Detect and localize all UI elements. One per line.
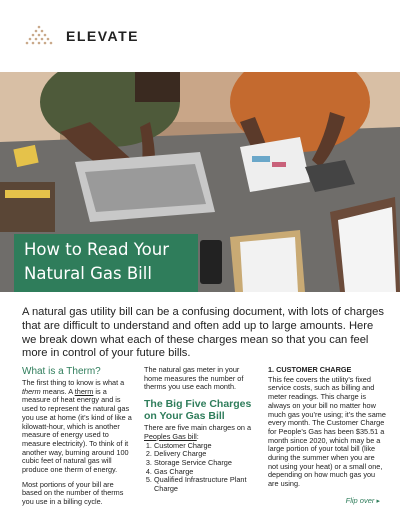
therm-paragraph-1: The first thing to know is what a therm means. A therm is a measure of heat energy and is used to represent the natural gas you use at home (it’s kind of like a kilowatt-hour, which is another measure of energy used to measure electricity). To think of it another way, burning around 100 cubic feet of natural gas will produce one therm of energy. bbox=[22, 378, 132, 475]
peoples-gas-bill-link[interactable]: Peoples Gas bill bbox=[144, 431, 197, 441]
customer-charge-text: This fee covers the utility’s fixed service costs, such as billing and meter readings. This charge is always on your bill no matter how much gas you’re using; it’s the same every month. The Customer Charge for People’s Gas has been $35.51 a month since 2020, which may be a large portion of your total bill (like during the summer when you are not using your heat) or a small one, depending on how much gas you are using. bbox=[268, 374, 386, 489]
header bbox=[0, 0, 400, 72]
page-title-line-2: Natural Gas Bill bbox=[24, 264, 152, 283]
list-item: 3. Storage Service Charge bbox=[154, 459, 256, 468]
list-item: 2. Delivery Charge bbox=[154, 450, 256, 459]
column-customer-charge bbox=[268, 366, 386, 495]
title-banner bbox=[14, 234, 198, 292]
charges-list bbox=[154, 442, 256, 494]
list-item: 4. Gas Charge bbox=[154, 468, 256, 477]
list-item: 5. Qualified Infrastructure Plant Charge bbox=[154, 476, 256, 493]
column-therm bbox=[22, 366, 132, 513]
intro-paragraph: A natural gas utility bill can be a confusing document, with lots of charges that are difficult to understand and often add up to large amounts. Here we break down what each of these charges mean so that you can feel more in control of your future bills. bbox=[22, 306, 384, 360]
charges-heading: The Big Five Charges on Your Gas Bill bbox=[144, 398, 252, 423]
triangle-dots-icon bbox=[22, 24, 56, 48]
list-item: 1. Customer Charge bbox=[154, 442, 256, 451]
therm-paragraph-2: Most portions of your bill are based on the number of therms you use in a billing cycle. bbox=[22, 479, 124, 507]
therm-heading: What is a Therm? bbox=[22, 366, 101, 377]
customer-charge-heading: 1. CUSTOMER CHARGE bbox=[268, 365, 352, 374]
charges-paragraph-2: There are five main charges on a Peoples Gas bill: bbox=[144, 423, 252, 441]
column-charges bbox=[144, 366, 256, 494]
brand-name: ELEVATE bbox=[66, 28, 139, 44]
flip-over-link[interactable]: Flip over ▸ bbox=[345, 496, 380, 505]
charges-paragraph-1: The natural gas meter in your home measures the number of therms you use each month. bbox=[144, 365, 244, 392]
arrow-right-icon: ▸ bbox=[376, 498, 380, 505]
page-title-line-1: How to Read Your bbox=[24, 240, 169, 259]
